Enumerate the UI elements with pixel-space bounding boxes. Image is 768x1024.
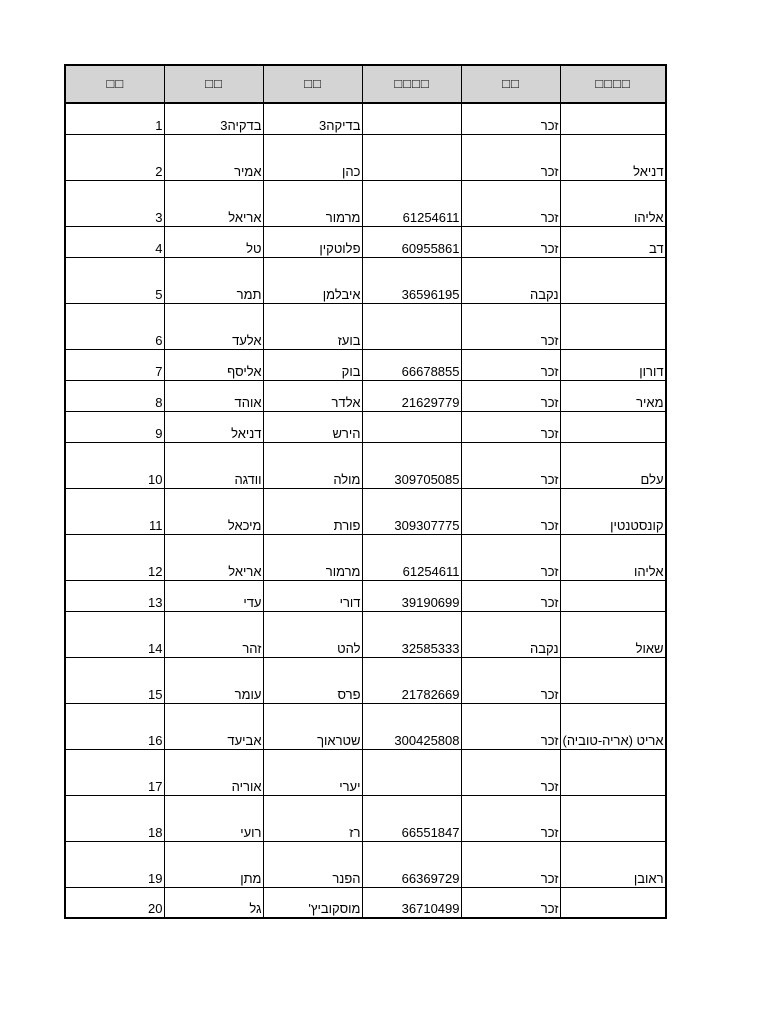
cell-index[interactable]: 9 <box>65 411 164 442</box>
cell-father-name[interactable] <box>560 580 666 611</box>
cell-index[interactable]: 2 <box>65 134 164 180</box>
cell-father-name[interactable]: אליהו <box>560 534 666 580</box>
cell-id-number[interactable]: 309705085 <box>362 442 461 488</box>
cell-last-name[interactable]: פלוטקין <box>263 226 362 257</box>
cell-id-number[interactable] <box>362 303 461 349</box>
cell-first-name[interactable]: אביעד <box>164 703 263 749</box>
cell-father-name[interactable]: אליהו <box>560 180 666 226</box>
cell-father-name[interactable]: אריט (אריה-טוביה) <box>560 703 666 749</box>
cell-father-name[interactable] <box>560 411 666 442</box>
cell-id-number[interactable]: 36596195 <box>362 257 461 303</box>
cell-first-name[interactable]: אליסף <box>164 349 263 380</box>
cell-last-name[interactable]: מרמור <box>263 180 362 226</box>
cell-index[interactable]: 6 <box>65 303 164 349</box>
table-row <box>65 442 666 488</box>
cell-id-number[interactable]: 32585333 <box>362 611 461 657</box>
header-row <box>65 65 666 103</box>
cell-last-name[interactable]: דורי <box>263 580 362 611</box>
table-row <box>65 703 666 749</box>
cell-last-name[interactable]: הירש <box>263 411 362 442</box>
cell-gender[interactable]: זכר <box>461 488 560 534</box>
cell-gender[interactable]: זכר <box>461 303 560 349</box>
table-row <box>65 180 666 226</box>
header-cell-5[interactable]: □□ <box>461 65 560 103</box>
cell-index[interactable]: 5 <box>65 257 164 303</box>
cell-first-name[interactable]: עומר <box>164 657 263 703</box>
cell-id-number[interactable]: 61254611 <box>362 534 461 580</box>
table-row <box>65 795 666 841</box>
cell-first-name[interactable]: אמיר <box>164 134 263 180</box>
cell-father-name[interactable]: מאיר <box>560 380 666 411</box>
cell-father-name[interactable] <box>560 749 666 795</box>
cell-last-name[interactable]: כהן <box>263 134 362 180</box>
cell-first-name[interactable]: גל <box>164 887 263 918</box>
cell-last-name[interactable]: פרס <box>263 657 362 703</box>
cell-last-name[interactable]: פורת <box>263 488 362 534</box>
cell-last-name[interactable]: יערי <box>263 749 362 795</box>
cell-last-name[interactable]: מולה <box>263 442 362 488</box>
cell-father-name[interactable]: עלם <box>560 442 666 488</box>
cell-first-name[interactable]: וודגה <box>164 442 263 488</box>
table-row <box>65 841 666 887</box>
cell-index[interactable]: 15 <box>65 657 164 703</box>
cell-first-name[interactable]: זהר <box>164 611 263 657</box>
cell-first-name[interactable]: בדקיה3 <box>164 103 263 134</box>
cell-gender[interactable]: זכר <box>461 749 560 795</box>
cell-index[interactable]: 11 <box>65 488 164 534</box>
table-row <box>65 534 666 580</box>
cell-father-name[interactable] <box>560 103 666 134</box>
cell-gender[interactable]: זכר <box>461 442 560 488</box>
cell-index[interactable]: 12 <box>65 534 164 580</box>
table-row <box>65 257 666 303</box>
cell-id-number[interactable] <box>362 134 461 180</box>
cell-index[interactable]: 4 <box>65 226 164 257</box>
cell-last-name[interactable]: להט <box>263 611 362 657</box>
cell-first-name[interactable]: אריאל <box>164 180 263 226</box>
cell-father-name[interactable] <box>560 887 666 918</box>
cell-father-name[interactable] <box>560 657 666 703</box>
cell-first-name[interactable]: אלעד <box>164 303 263 349</box>
cell-id-number[interactable]: 21782669 <box>362 657 461 703</box>
cell-index[interactable]: 13 <box>65 580 164 611</box>
cell-last-name[interactable]: שטראוך <box>263 703 362 749</box>
cell-first-name[interactable]: אריאל <box>164 534 263 580</box>
cell-id-number[interactable]: 21629779 <box>362 380 461 411</box>
cell-index[interactable]: 19 <box>65 841 164 887</box>
cell-first-name[interactable]: רועי <box>164 795 263 841</box>
cell-gender[interactable]: זכר <box>461 534 560 580</box>
cell-father-name[interactable]: דב <box>560 226 666 257</box>
cell-gender[interactable]: זכר <box>461 580 560 611</box>
cell-gender[interactable]: זכר <box>461 349 560 380</box>
cell-gender[interactable]: נקבה <box>461 611 560 657</box>
cell-gender[interactable]: זכר <box>461 180 560 226</box>
table-row <box>65 134 666 180</box>
spreadsheet-table <box>64 64 667 919</box>
cell-first-name[interactable]: מתן <box>164 841 263 887</box>
cell-id-number[interactable]: 66551847 <box>362 795 461 841</box>
cell-id-number[interactable]: 66678855 <box>362 349 461 380</box>
cell-gender[interactable]: זכר <box>461 657 560 703</box>
cell-last-name[interactable]: בוק <box>263 349 362 380</box>
cell-index[interactable]: 3 <box>65 180 164 226</box>
cell-gender[interactable]: נקבה <box>461 257 560 303</box>
cell-index[interactable]: 8 <box>65 380 164 411</box>
cell-first-name[interactable]: טל <box>164 226 263 257</box>
cell-id-number[interactable]: 309307775 <box>362 488 461 534</box>
cell-index[interactable]: 7 <box>65 349 164 380</box>
cell-id-number[interactable]: 66369729 <box>362 841 461 887</box>
table-row <box>65 380 666 411</box>
cell-first-name[interactable]: מיכאל <box>164 488 263 534</box>
cell-id-number[interactable]: 39190699 <box>362 580 461 611</box>
cell-gender[interactable]: זכר <box>461 795 560 841</box>
cell-father-name[interactable]: דורון <box>560 349 666 380</box>
cell-first-name[interactable]: דניאל <box>164 411 263 442</box>
cell-father-name[interactable]: ראובן <box>560 841 666 887</box>
cell-id-number[interactable] <box>362 103 461 134</box>
table-row <box>65 349 666 380</box>
cell-index[interactable]: 18 <box>65 795 164 841</box>
cell-father-name[interactable] <box>560 303 666 349</box>
cell-last-name[interactable]: מרמור <box>263 534 362 580</box>
cell-father-name[interactable]: שאול <box>560 611 666 657</box>
cell-last-name[interactable]: איבלמן <box>263 257 362 303</box>
table-row <box>65 749 666 795</box>
cell-first-name[interactable]: עדי <box>164 580 263 611</box>
cell-id-number[interactable]: 36710499 <box>362 887 461 918</box>
cell-id-number[interactable] <box>362 749 461 795</box>
header-cell-6[interactable]: □□□□ <box>560 65 666 103</box>
cell-last-name[interactable]: אלדר <box>263 380 362 411</box>
cell-father-name[interactable] <box>560 257 666 303</box>
cell-gender[interactable]: זכר <box>461 411 560 442</box>
cell-first-name[interactable]: אוהד <box>164 380 263 411</box>
table-header <box>65 65 666 103</box>
cell-father-name[interactable]: דניאל <box>560 134 666 180</box>
cell-gender[interactable]: זכר <box>461 134 560 180</box>
table-row <box>65 303 666 349</box>
table-row <box>65 488 666 534</box>
cell-index[interactable]: 1 <box>65 103 164 134</box>
cell-id-number[interactable]: 61254611 <box>362 180 461 226</box>
cell-id-number[interactable] <box>362 411 461 442</box>
cell-first-name[interactable]: אוריה <box>164 749 263 795</box>
cell-index[interactable]: 20 <box>65 887 164 918</box>
cell-index[interactable]: 10 <box>65 442 164 488</box>
cell-gender[interactable]: זכר <box>461 380 560 411</box>
header-cell-1[interactable]: □□ <box>65 65 164 103</box>
cell-index[interactable]: 17 <box>65 749 164 795</box>
table-row <box>65 226 666 257</box>
table-row <box>65 103 666 134</box>
cell-last-name[interactable]: רז <box>263 795 362 841</box>
cell-gender[interactable]: זכר <box>461 841 560 887</box>
cell-index[interactable]: 14 <box>65 611 164 657</box>
table-row <box>65 611 666 657</box>
header-cell-4[interactable]: □□□□ <box>362 65 461 103</box>
cell-gender[interactable]: זכר <box>461 887 560 918</box>
cell-gender[interactable]: זכר <box>461 703 560 749</box>
cell-first-name[interactable]: תמר <box>164 257 263 303</box>
cell-id-number[interactable]: 300425808 <box>362 703 461 749</box>
cell-gender[interactable]: זכר <box>461 103 560 134</box>
cell-father-name[interactable]: קונסטנטין <box>560 488 666 534</box>
cell-index[interactable]: 16 <box>65 703 164 749</box>
table-row <box>65 411 666 442</box>
header-cell-3[interactable]: □□ <box>263 65 362 103</box>
cell-last-name[interactable]: בדיקה3 <box>263 103 362 134</box>
table-body <box>65 103 666 918</box>
cell-last-name[interactable]: בועז <box>263 303 362 349</box>
cell-gender[interactable]: זכר <box>461 226 560 257</box>
table-row <box>65 657 666 703</box>
cell-id-number[interactable]: 60955861 <box>362 226 461 257</box>
table-row <box>65 887 666 918</box>
cell-last-name[interactable]: הפנר <box>263 841 362 887</box>
header-cell-2[interactable]: □□ <box>164 65 263 103</box>
cell-last-name[interactable]: מוסקוביץ' <box>263 887 362 918</box>
cell-father-name[interactable] <box>560 795 666 841</box>
table-row <box>65 580 666 611</box>
